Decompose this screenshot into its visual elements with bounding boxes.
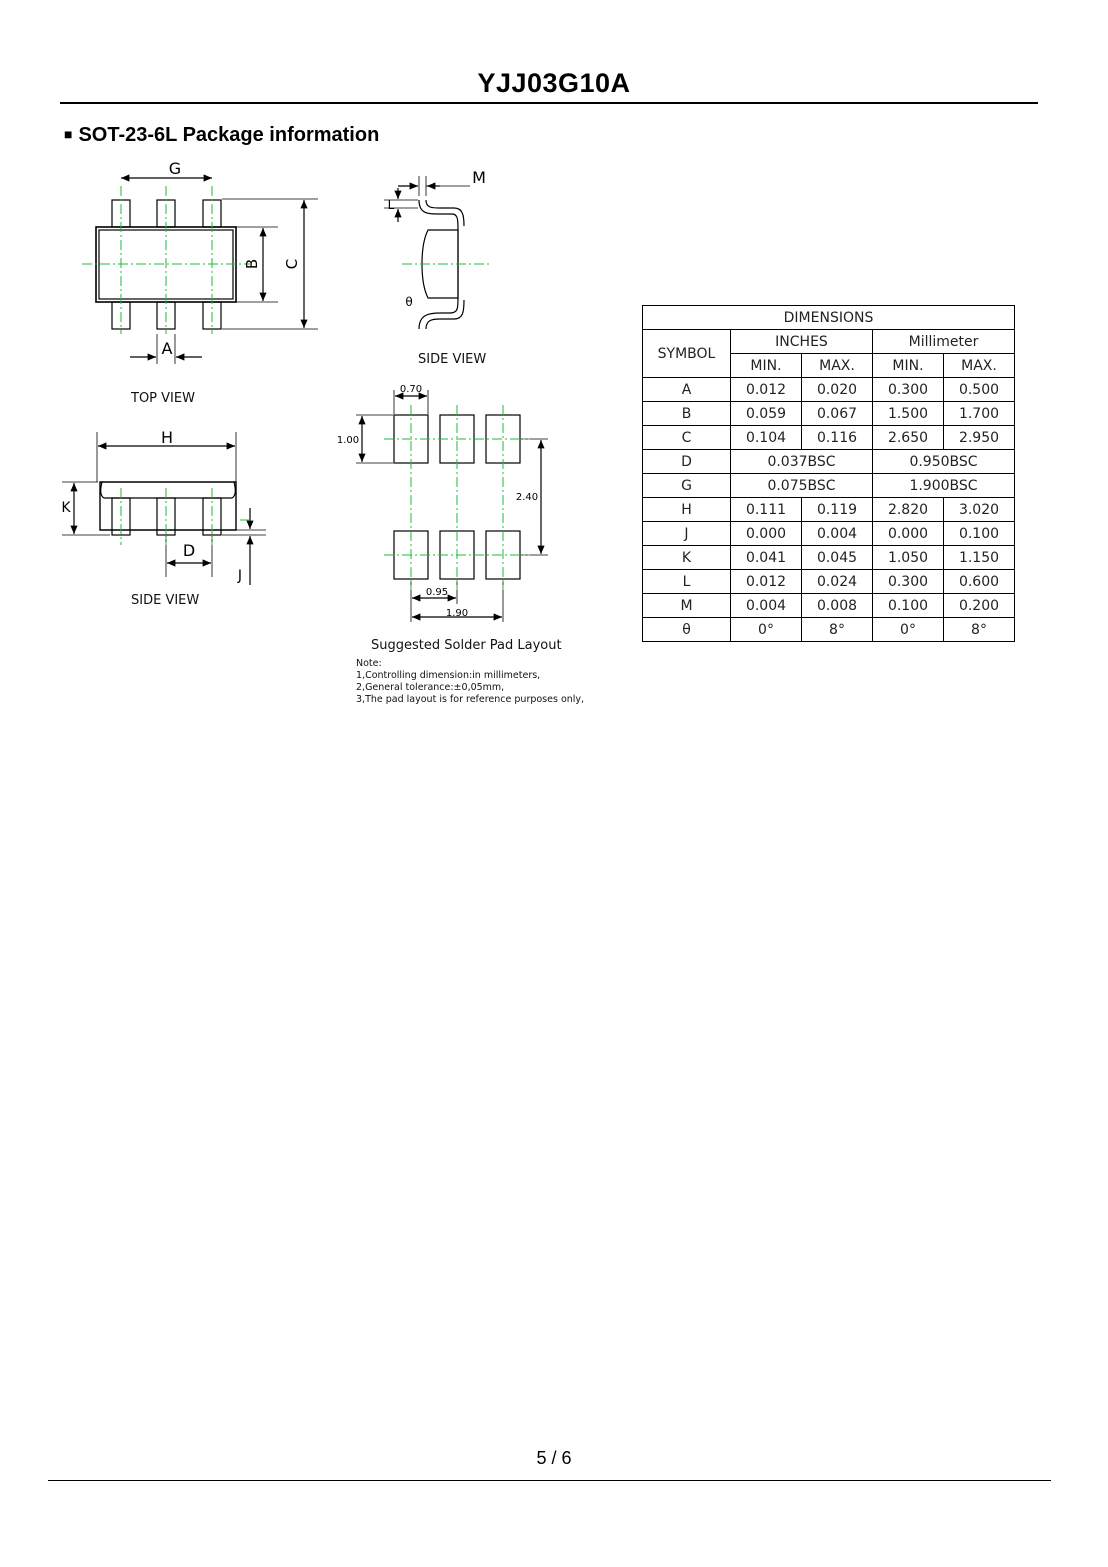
table-cell: 1.150 xyxy=(944,546,1015,570)
table-cell: 8° xyxy=(944,618,1015,642)
table-cell: 1.700 xyxy=(944,402,1015,426)
table-cell: 0.067 xyxy=(802,402,873,426)
pad-pitch-label: 0.95 xyxy=(425,587,449,598)
table-cell: 0.075BSC xyxy=(731,474,873,498)
dim-label-d: D xyxy=(182,541,196,560)
table-cell: 0.100 xyxy=(873,594,944,618)
side-view-bottom-drawing xyxy=(62,432,266,585)
table-cell: B xyxy=(643,402,731,426)
note-line: 2,General tolerance:±0,05mm, xyxy=(356,682,505,693)
table-row xyxy=(643,570,1015,594)
pad-width-label: 0.70 xyxy=(399,384,423,395)
table-cell: 0° xyxy=(731,618,802,642)
dim-label-k: K xyxy=(61,500,71,516)
table-cell: 0° xyxy=(873,618,944,642)
top-view-drawing xyxy=(96,178,318,364)
pad-pitch2-label: 1.90 xyxy=(445,608,469,619)
table-row xyxy=(643,546,1015,570)
table-header-dimensions: DIMENSIONS xyxy=(643,306,1015,330)
table-cell: D xyxy=(643,450,731,474)
side-view-right-drawing xyxy=(384,176,470,329)
table-cell: 1.050 xyxy=(873,546,944,570)
dim-label-h: H xyxy=(160,428,174,447)
dim-label-b: B xyxy=(243,258,261,270)
table-cell: 0.200 xyxy=(944,594,1015,618)
table-cell: 0.116 xyxy=(802,426,873,450)
top-view-caption: TOP VIEW xyxy=(131,391,195,406)
page-number: 5 / 6 xyxy=(536,1448,572,1468)
table-row xyxy=(643,426,1015,450)
table-cell: C xyxy=(643,426,731,450)
table-cell: 2.950 xyxy=(944,426,1015,450)
section-title: SOT-23-6L Package information xyxy=(78,124,380,146)
table-row xyxy=(643,522,1015,546)
table-cell: A xyxy=(643,378,731,402)
dim-label-c: C xyxy=(283,258,301,270)
table-header-inches: INCHES xyxy=(731,330,873,354)
table-row xyxy=(643,498,1015,522)
table-cell: 0.000 xyxy=(873,522,944,546)
table-cell: K xyxy=(643,546,731,570)
table-cell: 0.020 xyxy=(802,378,873,402)
table-cell: 0.119 xyxy=(802,498,873,522)
side-view-bottom-caption: SIDE VIEW xyxy=(131,593,200,608)
table-cell: 0.100 xyxy=(944,522,1015,546)
table-cell: 0.950BSC xyxy=(873,450,1015,474)
solder-pad-centerlines xyxy=(384,405,530,590)
table-row xyxy=(643,378,1015,402)
table-cell: H xyxy=(643,498,731,522)
table-cell: G xyxy=(643,474,731,498)
side-view-right-caption: SIDE VIEW xyxy=(418,352,487,367)
notes xyxy=(356,658,584,706)
table-cell: 0.300 xyxy=(873,378,944,402)
dim-label-m: M xyxy=(472,168,486,187)
table-cell: 0.012 xyxy=(731,570,802,594)
top-view-centerlines xyxy=(82,186,250,334)
bottom-divider xyxy=(48,1480,1051,1481)
table-row xyxy=(643,450,1015,474)
table-cell: 0.000 xyxy=(731,522,802,546)
side-view-bottom-centerlines xyxy=(121,488,252,545)
solder-pad-drawing xyxy=(356,390,548,622)
table-cell: 0.600 xyxy=(944,570,1015,594)
table-cell: M xyxy=(643,594,731,618)
table-header-min: MIN. xyxy=(873,354,944,378)
table-header-symbol: SYMBOL xyxy=(643,330,731,378)
dim-label-theta: θ xyxy=(405,295,413,309)
table-header-max: MAX. xyxy=(802,354,873,378)
table-cell: 0.111 xyxy=(731,498,802,522)
document-title: YJJ03G10A xyxy=(477,68,631,98)
table-cell: 0.500 xyxy=(944,378,1015,402)
table-cell: J xyxy=(643,522,731,546)
table-cell: 0.008 xyxy=(802,594,873,618)
solder-layout-caption: Suggested Solder Pad Layout xyxy=(371,638,562,653)
table-header-mm: Millimeter xyxy=(873,330,1015,354)
table-cell: 0.012 xyxy=(731,378,802,402)
dimensions-table xyxy=(642,305,1015,642)
table-cell: θ xyxy=(643,618,731,642)
table-cell: L xyxy=(643,570,731,594)
table-cell: 1.900BSC xyxy=(873,474,1015,498)
table-cell: 3.020 xyxy=(944,498,1015,522)
table-cell: 0.059 xyxy=(731,402,802,426)
table-cell: 0.104 xyxy=(731,426,802,450)
table-cell: 0.045 xyxy=(802,546,873,570)
dim-label-j: J xyxy=(237,568,243,584)
table-cell: 0.024 xyxy=(802,570,873,594)
table-row xyxy=(643,618,1015,642)
table-row xyxy=(643,402,1015,426)
table-cell: 2.650 xyxy=(873,426,944,450)
table-header-max: MAX. xyxy=(944,354,1015,378)
section-bullet: ■ xyxy=(64,126,73,142)
table-cell: 0.004 xyxy=(731,594,802,618)
pad-height-label: 1.00 xyxy=(336,435,360,446)
table-cell: 0.004 xyxy=(802,522,873,546)
dim-label-a: A xyxy=(161,339,173,358)
pad-span-label: 2.40 xyxy=(515,492,539,503)
dim-label-l: L xyxy=(387,198,395,212)
table-cell: 8° xyxy=(802,618,873,642)
table-cell: 2.820 xyxy=(873,498,944,522)
table-cell: 0.041 xyxy=(731,546,802,570)
table-cell: 0.300 xyxy=(873,570,944,594)
dim-label-g: G xyxy=(168,159,182,178)
table-cell: 0.037BSC xyxy=(731,450,873,474)
note-line: Note: xyxy=(356,658,382,669)
table-cell: 1.500 xyxy=(873,402,944,426)
table-row xyxy=(643,474,1015,498)
table-row xyxy=(643,594,1015,618)
note-line: 1,Controlling dimension:in millimeters, xyxy=(356,670,541,681)
table-header-min: MIN. xyxy=(731,354,802,378)
note-line: 3,The pad layout is for reference purposes only, xyxy=(356,694,585,705)
